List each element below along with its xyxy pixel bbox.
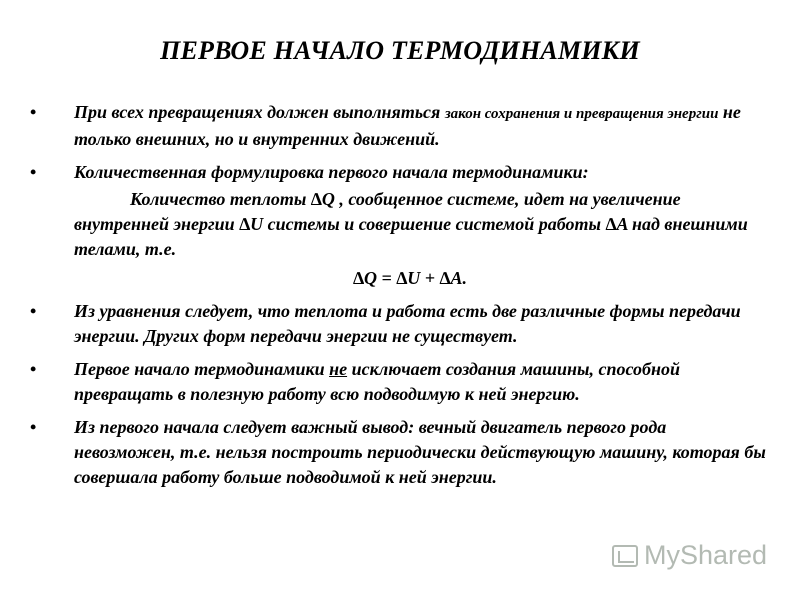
bullet-item-heat-work bbox=[0, 299, 800, 349]
bullet-list bbox=[0, 100, 800, 490]
bullet-item-machine bbox=[0, 357, 800, 407]
law-definition-text: Количество теплоты ∆Q , сообщенное системе, идет на увеличение внутренней энергии ∆U системы и совершение системой работы ∆A над внешними телами, т.е. bbox=[74, 189, 748, 259]
bullet-text: Количественная формулировка первого начала термодинамики: bbox=[74, 162, 589, 182]
bullet-text: Из уравнения следует, что теплота и работа есть две различные формы передачи энергии. Других форм передачи энергии не существует. bbox=[74, 301, 741, 346]
bullet-item-perpetual-motion bbox=[0, 415, 800, 490]
bullet-text-underlined: не bbox=[329, 359, 348, 379]
law-formula: ∆Q = ∆U + ∆A. bbox=[352, 268, 468, 288]
law-definition bbox=[0, 187, 800, 262]
bullet-marker: • bbox=[30, 417, 37, 437]
bullet-text-part2: закон сохранения и превращения энергии bbox=[444, 106, 719, 122]
bullet-item-formulation bbox=[0, 160, 800, 185]
bullet-text: Из первого начала следует важный вывод: вечный двигатель первого рода невозможен, т.е. нельзя построить периодически действующую машину, которая бы совершала работу больше подводимой к ней энергии. bbox=[74, 417, 766, 487]
bullet-marker: • bbox=[30, 359, 37, 379]
bullet-item-conservation bbox=[0, 100, 800, 152]
watermark bbox=[612, 540, 767, 571]
bullet-text-after: исключает создания машины, способной превращать в полезную работу всю подводимую к ней энергию. bbox=[74, 359, 681, 404]
bullet-marker: • bbox=[30, 162, 37, 182]
bullet-marker: • bbox=[30, 102, 37, 122]
bullet-marker: • bbox=[30, 301, 37, 321]
myshared-logo-icon bbox=[612, 545, 638, 567]
slide-title: ПЕРВОЕ НАЧАЛО ТЕРМОДИНАМИКИ bbox=[160, 36, 640, 65]
bullet-text-before: Первое начало термодинамики bbox=[74, 359, 325, 379]
bullet-text-part1: При всех превращениях должен выполняться bbox=[74, 102, 441, 122]
watermark-text: MyShared bbox=[644, 540, 768, 570]
bullet-text-part3: не только внешних, но и внутренних движений. bbox=[74, 102, 741, 149]
